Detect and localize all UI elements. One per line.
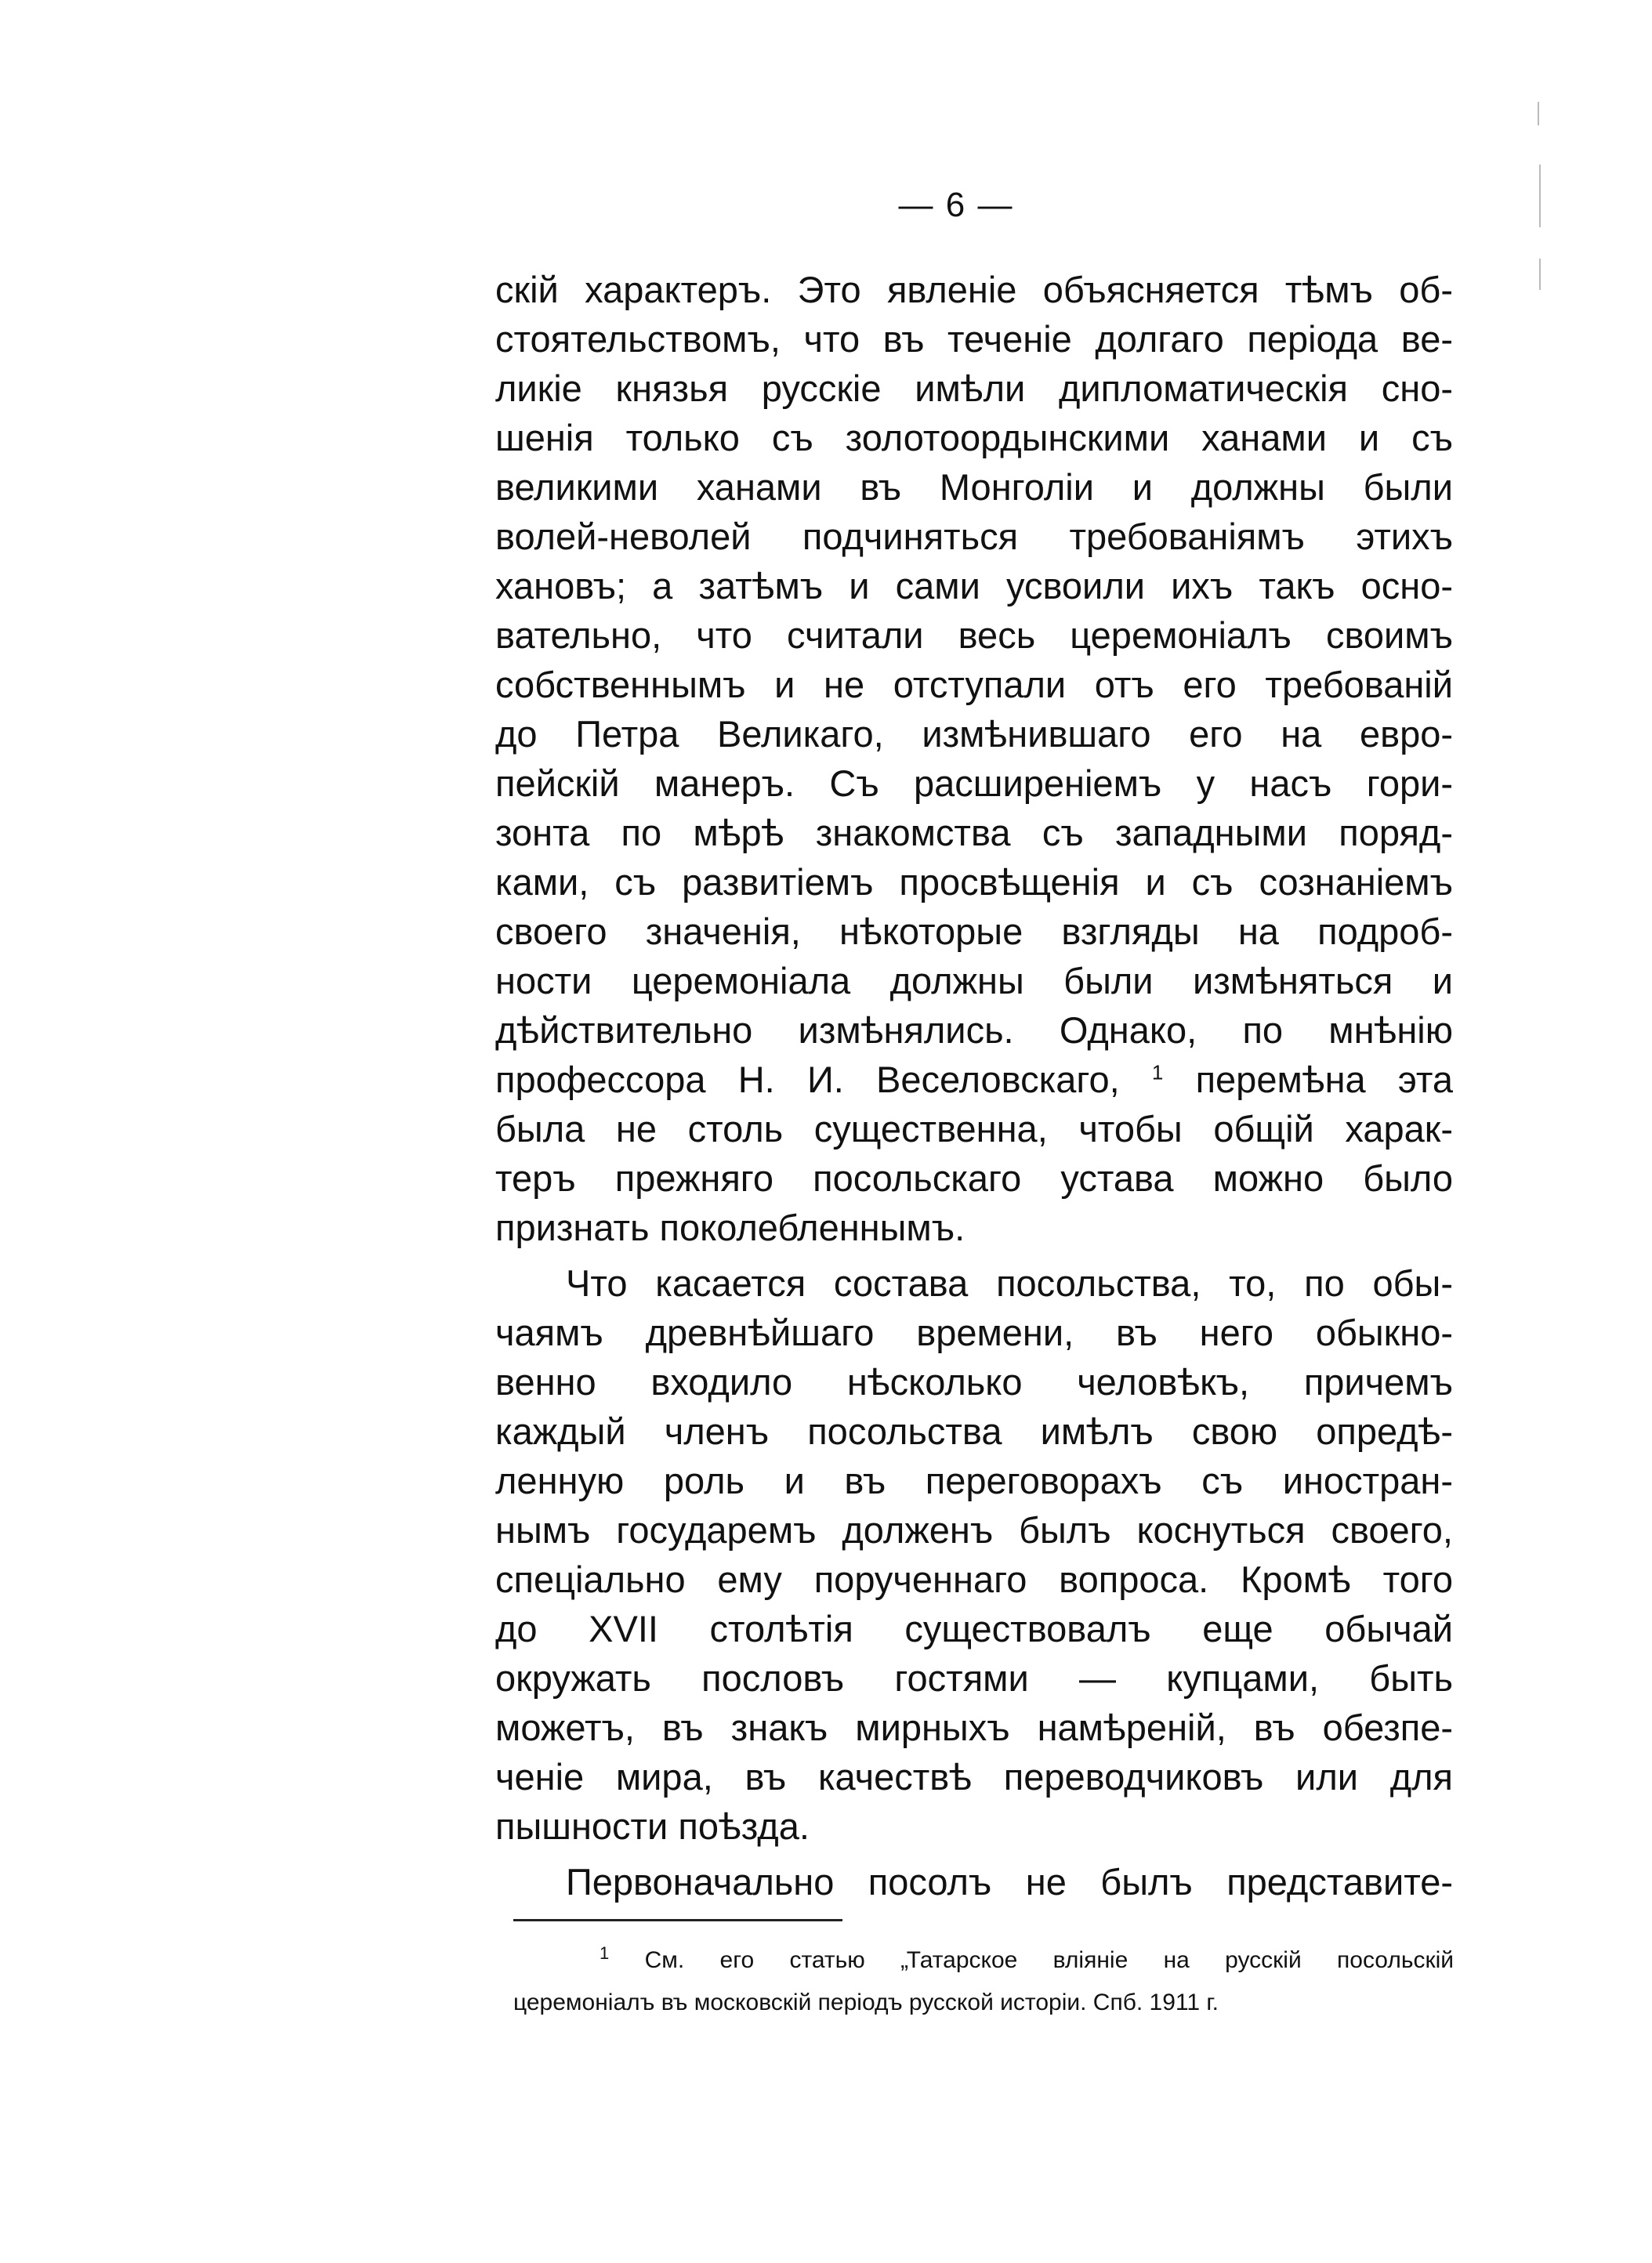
footnote-marker: 1 <box>600 1943 610 1963</box>
text-line: можетъ, въ знакъ мирныхъ намѣреній, въ обезпе- <box>495 1707 1453 1748</box>
text-line: ками, съ развитіемъ просвѣщенія и съ сознаніемъ <box>495 861 1453 903</box>
footnote-reference: 1 <box>1151 1060 1164 1084</box>
text-line: волей-неволей подчиняться требованіямъ этихъ <box>495 516 1453 557</box>
text-line: великими ханами въ Монголіи и должны были <box>495 466 1453 508</box>
text-line: Первоначально посолъ не былъ представите- <box>566 1861 1453 1903</box>
text-line: зонта по мѣрѣ знакомства съ западными поряд- <box>495 812 1453 853</box>
footnote-text: См. его статью „Татарское вліяніе на русскій посольскій <box>644 1947 1454 1973</box>
text-line: ликіе князья русскіе имѣли дипломатическія сно- <box>495 368 1453 409</box>
text-line: окружать пословъ гостями — купцами, быть <box>495 1657 1453 1699</box>
text-line: скій характеръ. Это явленіе объясняется тѣмъ об- <box>495 269 1453 310</box>
text-line: каждый членъ посольства имѣлъ свою опредѣ- <box>495 1410 1453 1452</box>
text-line: ности церемоніала должны были измѣняться и <box>495 960 1453 1001</box>
text-line: признать поколебленнымъ. <box>495 1207 965 1248</box>
text-line: пейскій манеръ. Съ расширеніемъ у насъ гори- <box>495 762 1453 804</box>
text-line: шенія только съ золотоордынскими ханами и съ <box>495 417 1453 458</box>
text-line: дѣйствительно измѣнялись. Однако, по мнѣнію <box>495 1009 1453 1051</box>
text-line: своего значенія, нѣкоторые взгляды на подроб- <box>495 911 1453 952</box>
text-line: до XVII столѣтія существовалъ еще обычай <box>495 1608 1453 1649</box>
footnote-line: церемоніалъ въ московскій періодъ русской исторіи. Спб. 1911 г. <box>513 1990 1219 2015</box>
page-number: — 6 — <box>898 186 1014 224</box>
text-line: вательно, что считали весь церемоніалъ своимъ <box>495 614 1453 656</box>
paragraph-gap <box>495 1851 1453 1857</box>
text-line: чаямъ древнѣйшаго времени, въ него обыкно- <box>495 1312 1453 1353</box>
text-line: до Петра Великаго, измѣнившаго его на евро- <box>495 713 1453 755</box>
text-line: нымъ государемъ долженъ былъ коснуться своего, <box>495 1509 1453 1551</box>
text-segment: перемѣна эта <box>1195 1059 1453 1100</box>
body-text <box>495 265 1453 1906</box>
footnote-line <box>513 1939 1454 1982</box>
scan-artifact <box>1539 259 1541 290</box>
text-line: ленную роль и въ переговорахъ съ иностран- <box>495 1460 1453 1501</box>
scan-artifact <box>1538 102 1539 125</box>
scan-artifact <box>1539 165 1541 227</box>
text-line: стоятельствомъ, что въ теченіе долгаго періода ве- <box>495 318 1453 360</box>
text-line: была не столь существенна, чтобы общій харак- <box>495 1108 1453 1150</box>
text-line: ченіе мира, въ качествѣ переводчиковъ или для <box>495 1756 1453 1798</box>
text-line: спеціально ему порученнаго вопроса. Кромѣ того <box>495 1559 1453 1600</box>
text-line: собственнымъ и не отступали отъ его требованій <box>495 664 1453 705</box>
text-line: Что касается состава посольства, то, по обы- <box>566 1262 1453 1304</box>
footnote-divider <box>513 1919 842 1921</box>
text-line: теръ прежняго посольскаго устава можно было <box>495 1157 1453 1199</box>
text-line: хановъ; а затѣмъ и сами усвоили ихъ такъ осно- <box>495 565 1453 606</box>
text-segment: профессора Н. И. Веселовскаго, <box>495 1059 1120 1100</box>
footnote <box>513 1939 1454 2024</box>
text-line: венно входило нѣсколько человѣкъ, причемъ <box>495 1361 1453 1403</box>
paragraph-gap <box>495 1252 1453 1258</box>
text-line: пышности поѣзда. <box>495 1805 810 1847</box>
text-line-with-footnote-ref <box>495 1055 1453 1104</box>
